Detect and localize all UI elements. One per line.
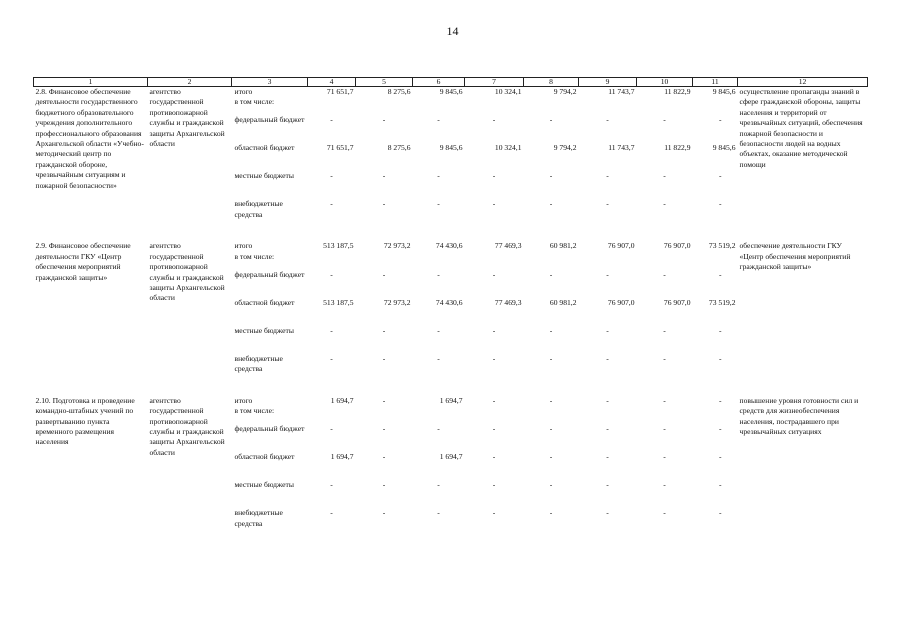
amount-cell: 71 651,7 bbox=[326, 143, 354, 153]
amount-cell: - bbox=[606, 452, 609, 462]
column-header-10: 10 bbox=[637, 78, 693, 87]
amount-cell bbox=[579, 97, 637, 115]
header-row bbox=[34, 78, 868, 87]
amount-cell: - bbox=[718, 452, 722, 462]
amount-cell: - bbox=[718, 508, 722, 518]
amount-cell: 72 973,2 bbox=[383, 241, 411, 251]
column-header-6: 6 bbox=[413, 78, 465, 87]
amount-cell: - bbox=[663, 480, 666, 490]
amount-cell: - bbox=[330, 480, 333, 490]
amount-cell: - bbox=[606, 199, 609, 209]
amount-cell bbox=[693, 97, 738, 115]
amount-cell bbox=[465, 97, 524, 115]
amount-cell: - bbox=[492, 171, 496, 181]
amount-cell: - bbox=[606, 480, 609, 490]
amount-cell bbox=[579, 406, 637, 424]
expected-result: осуществление пропаганды знаний в сфере гражданской обороны, защиты населения и территорий от чрезвычайных ситуаций, обеспечения пожарной безопасности и безопасности людей на водных объектах, оказание методической помощи bbox=[739, 87, 863, 169]
amount-cell: - bbox=[606, 269, 609, 279]
amount-cell: - bbox=[382, 115, 386, 125]
amount-cell bbox=[524, 97, 579, 115]
amount-cell: - bbox=[718, 325, 722, 335]
funding-source: в том числе: bbox=[234, 97, 275, 107]
amount-cell: - bbox=[382, 508, 386, 518]
amount-cell: - bbox=[718, 199, 722, 209]
amount-cell bbox=[308, 252, 356, 270]
amount-cell bbox=[308, 406, 356, 424]
amount-cell bbox=[356, 406, 413, 424]
amount-cell: - bbox=[718, 171, 722, 181]
amount-cell bbox=[693, 252, 738, 270]
amount-cell: - bbox=[330, 269, 333, 279]
amount-cell: - bbox=[437, 269, 440, 279]
amount-cell: 1 694,7 bbox=[330, 395, 354, 405]
amount-cell: - bbox=[492, 115, 496, 125]
amount-cell: 9 794,2 bbox=[553, 143, 577, 153]
amount-cell: 72 973,2 bbox=[383, 297, 411, 307]
amount-cell: 10 324,1 bbox=[494, 87, 522, 96]
amount-cell: - bbox=[492, 452, 496, 462]
amount-cell: 11 822,9 bbox=[664, 143, 691, 153]
amount-cell bbox=[637, 406, 693, 424]
amount-cell: - bbox=[330, 424, 333, 434]
amount-cell: - bbox=[606, 171, 609, 181]
amount-cell: - bbox=[606, 395, 609, 405]
amount-cell: 11 743,7 bbox=[608, 143, 635, 153]
amount-cell: 11 743,7 bbox=[608, 87, 635, 96]
amount-cell: 71 651,7 bbox=[326, 87, 354, 96]
amount-cell: - bbox=[549, 353, 553, 363]
table-body bbox=[34, 87, 868, 537]
funding-source: внебюджетные средства bbox=[234, 353, 283, 374]
amount-cell bbox=[413, 406, 465, 424]
amount-cell bbox=[413, 97, 465, 115]
amount-cell: - bbox=[382, 424, 386, 434]
spacer-cell bbox=[34, 227, 868, 241]
amount-cell: - bbox=[663, 452, 666, 462]
amount-cell: - bbox=[330, 508, 333, 518]
column-header-4: 4 bbox=[308, 78, 356, 87]
amount-cell: 74 430,6 bbox=[435, 297, 463, 307]
funding-source: областной бюджет bbox=[234, 143, 295, 153]
funding-source: областной бюджет bbox=[234, 297, 295, 307]
column-header-8: 8 bbox=[524, 78, 579, 87]
amount-cell: 76 907,0 bbox=[663, 297, 691, 307]
amount-cell: 60 981,2 bbox=[549, 241, 577, 251]
amount-cell: - bbox=[718, 269, 722, 279]
amount-cell bbox=[465, 406, 524, 424]
amount-cell: 9 845,6 bbox=[712, 87, 736, 96]
amount-cell bbox=[465, 252, 524, 270]
amount-cell: 74 430,6 bbox=[435, 241, 463, 251]
funding-source: федеральный бюджет bbox=[234, 115, 305, 125]
funding-source: областной бюджет bbox=[234, 452, 295, 462]
amount-cell: - bbox=[492, 424, 496, 434]
amount-cell: 513 187,5 bbox=[323, 241, 354, 251]
amount-cell bbox=[637, 97, 693, 115]
amount-cell: - bbox=[549, 424, 553, 434]
column-header-5: 5 bbox=[356, 78, 413, 87]
amount-cell: - bbox=[437, 171, 440, 181]
amount-cell: - bbox=[437, 480, 440, 490]
amount-cell: - bbox=[549, 395, 553, 405]
amount-cell: - bbox=[549, 452, 553, 462]
column-header-2: 2 bbox=[148, 78, 232, 87]
executor: агентство государственной противопожарной службы и гражданской защиты Архангельской области bbox=[149, 241, 225, 303]
amount-cell: - bbox=[549, 199, 553, 209]
funding-source: итого bbox=[234, 87, 253, 96]
amount-cell: 11 822,9 bbox=[664, 87, 691, 96]
funding-source: федеральный бюджет bbox=[234, 424, 305, 434]
activity-name: 2.10. Подготовка и проведение командно-штабных учений по развертыванию пункта временного размещения населения bbox=[35, 395, 135, 447]
funding-source: внебюджетные средства bbox=[234, 199, 283, 219]
amount-cell: - bbox=[492, 199, 496, 209]
section-spacer bbox=[34, 227, 868, 241]
amount-cell: - bbox=[330, 171, 333, 181]
page-number: 14 bbox=[446, 24, 459, 38]
funding-source: итого bbox=[234, 395, 253, 405]
amount-cell: - bbox=[437, 508, 440, 518]
funding-source: в том числе: bbox=[234, 406, 275, 416]
amount-cell: - bbox=[549, 325, 553, 335]
amount-cell bbox=[356, 97, 413, 115]
activity-name: 2.8. Финансовое обеспечение деятельности государственного бюджетного образовательного учреждения дополнительного профессионального образования Архангельской области «Учебно-методический центр по гражданской обороне, чрезвычайным ситуациям и пожарной безопасности» bbox=[35, 87, 144, 190]
amount-cell: - bbox=[663, 199, 666, 209]
amount-cell: 9 845,6 bbox=[712, 143, 736, 153]
amount-cell: - bbox=[492, 508, 496, 518]
amount-cell: - bbox=[382, 269, 386, 279]
funding-source: местные бюджеты bbox=[234, 325, 294, 335]
amount-cell: 513 187,5 bbox=[323, 297, 354, 307]
amount-cell: - bbox=[663, 395, 666, 405]
amount-cell: - bbox=[492, 353, 496, 363]
column-header-7: 7 bbox=[465, 78, 524, 87]
amount-cell bbox=[308, 97, 356, 115]
amount-cell bbox=[693, 406, 738, 424]
amount-cell: - bbox=[492, 395, 496, 405]
table-header bbox=[34, 78, 868, 87]
amount-cell: - bbox=[606, 325, 609, 335]
amount-cell bbox=[356, 252, 413, 270]
column-header-3: 3 bbox=[232, 78, 308, 87]
amount-cell bbox=[579, 252, 637, 270]
executor: агентство государственной противопожарной службы и гражданской защиты Архангельской области bbox=[149, 395, 225, 457]
amount-cell: 1 694,7 bbox=[330, 452, 354, 462]
amount-cell: - bbox=[718, 480, 722, 490]
amount-cell: - bbox=[663, 508, 666, 518]
amount-cell: 9 845,6 bbox=[439, 87, 463, 96]
spacer-cell bbox=[34, 382, 868, 396]
amount-cell: - bbox=[606, 424, 609, 434]
amount-cell: - bbox=[437, 424, 440, 434]
amount-cell bbox=[524, 252, 579, 270]
activity-name: 2.9. Финансовое обеспечение деятельности ГКУ «Центр обеспечения мероприятий гражданской защиты» bbox=[35, 241, 131, 282]
funding-source: в том числе: bbox=[234, 251, 275, 261]
funding-source: местные бюджеты bbox=[234, 171, 294, 181]
amount-cell: - bbox=[663, 424, 666, 434]
table-row bbox=[34, 396, 868, 406]
amount-cell: 8 275,6 bbox=[387, 87, 411, 96]
amount-cell: - bbox=[663, 115, 666, 125]
amount-cell: 1 694,7 bbox=[439, 395, 463, 405]
amount-cell: 10 324,1 bbox=[494, 143, 522, 153]
funding-source: федеральный бюджет bbox=[234, 269, 305, 279]
amount-cell: 73 519,2 bbox=[708, 297, 736, 307]
amount-cell: - bbox=[437, 115, 440, 125]
amount-cell: - bbox=[663, 269, 666, 279]
amount-cell: - bbox=[549, 480, 553, 490]
amount-cell: - bbox=[718, 424, 722, 434]
amount-cell bbox=[524, 406, 579, 424]
amount-cell: 60 981,2 bbox=[549, 297, 577, 307]
amount-cell: 76 907,0 bbox=[663, 241, 691, 251]
amount-cell: - bbox=[330, 353, 333, 363]
amount-cell: - bbox=[549, 115, 553, 125]
amount-cell: - bbox=[382, 325, 386, 335]
amount-cell: - bbox=[663, 171, 666, 181]
amount-cell: 8 275,6 bbox=[387, 143, 411, 153]
amount-cell: - bbox=[437, 353, 440, 363]
amount-cell: - bbox=[718, 395, 722, 405]
amount-cell: - bbox=[549, 508, 553, 518]
column-header-11: 11 bbox=[693, 78, 738, 87]
amount-cell: - bbox=[492, 325, 496, 335]
amount-cell: - bbox=[718, 353, 722, 363]
amount-cell: - bbox=[606, 508, 609, 518]
funding-source: внебюджетные средства bbox=[234, 508, 283, 528]
column-header-1: 1 bbox=[34, 78, 148, 87]
amount-cell: - bbox=[382, 395, 386, 405]
amount-cell: - bbox=[437, 199, 440, 209]
amount-cell: - bbox=[382, 452, 386, 462]
amount-cell: - bbox=[382, 480, 386, 490]
amount-cell: 76 907,0 bbox=[607, 297, 635, 307]
amount-cell: - bbox=[549, 269, 553, 279]
amount-cell bbox=[637, 252, 693, 270]
expected-result: повышение уровня готовности сил и средств для жизнеобеспечения населения, пострадавшего при чрезвычайных ситуациях bbox=[739, 395, 859, 437]
amount-cell: - bbox=[606, 115, 609, 125]
column-header-9: 9 bbox=[579, 78, 637, 87]
program-table bbox=[33, 77, 868, 536]
amount-cell: - bbox=[606, 353, 609, 363]
amount-cell: - bbox=[330, 199, 333, 209]
amount-cell: - bbox=[663, 325, 666, 335]
amount-cell: - bbox=[382, 353, 386, 363]
amount-cell: 9 794,2 bbox=[553, 87, 577, 96]
amount-cell: - bbox=[330, 325, 333, 335]
amount-cell: 73 519,2 bbox=[708, 241, 736, 251]
amount-cell: - bbox=[549, 171, 553, 181]
amount-cell: - bbox=[492, 269, 496, 279]
table-row bbox=[34, 87, 868, 98]
executor: агентство государственной противопожарной службы и гражданской защиты Архангельской области bbox=[149, 87, 225, 149]
amount-cell: 1 694,7 bbox=[439, 452, 463, 462]
amount-cell bbox=[413, 252, 465, 270]
amount-cell: - bbox=[382, 171, 386, 181]
amount-cell: - bbox=[437, 325, 440, 335]
amount-cell: - bbox=[718, 115, 722, 125]
funding-source: итого bbox=[234, 241, 253, 251]
amount-cell: - bbox=[330, 115, 333, 125]
column-header-12: 12 bbox=[738, 78, 868, 87]
amount-cell: - bbox=[663, 353, 666, 363]
expected-result: обеспечение деятельности ГКУ «Центр обеспечения мероприятий гражданской защиты» bbox=[739, 241, 851, 272]
amount-cell: - bbox=[492, 480, 496, 490]
amount-cell: 77 469,3 bbox=[494, 241, 522, 251]
amount-cell: - bbox=[382, 199, 386, 209]
amount-cell: 9 845,6 bbox=[439, 143, 463, 153]
funding-source: местные бюджеты bbox=[234, 480, 294, 490]
amount-cell: 77 469,3 bbox=[494, 297, 522, 307]
section-spacer bbox=[34, 382, 868, 396]
table-row bbox=[34, 241, 868, 251]
amount-cell: 76 907,0 bbox=[607, 241, 635, 251]
